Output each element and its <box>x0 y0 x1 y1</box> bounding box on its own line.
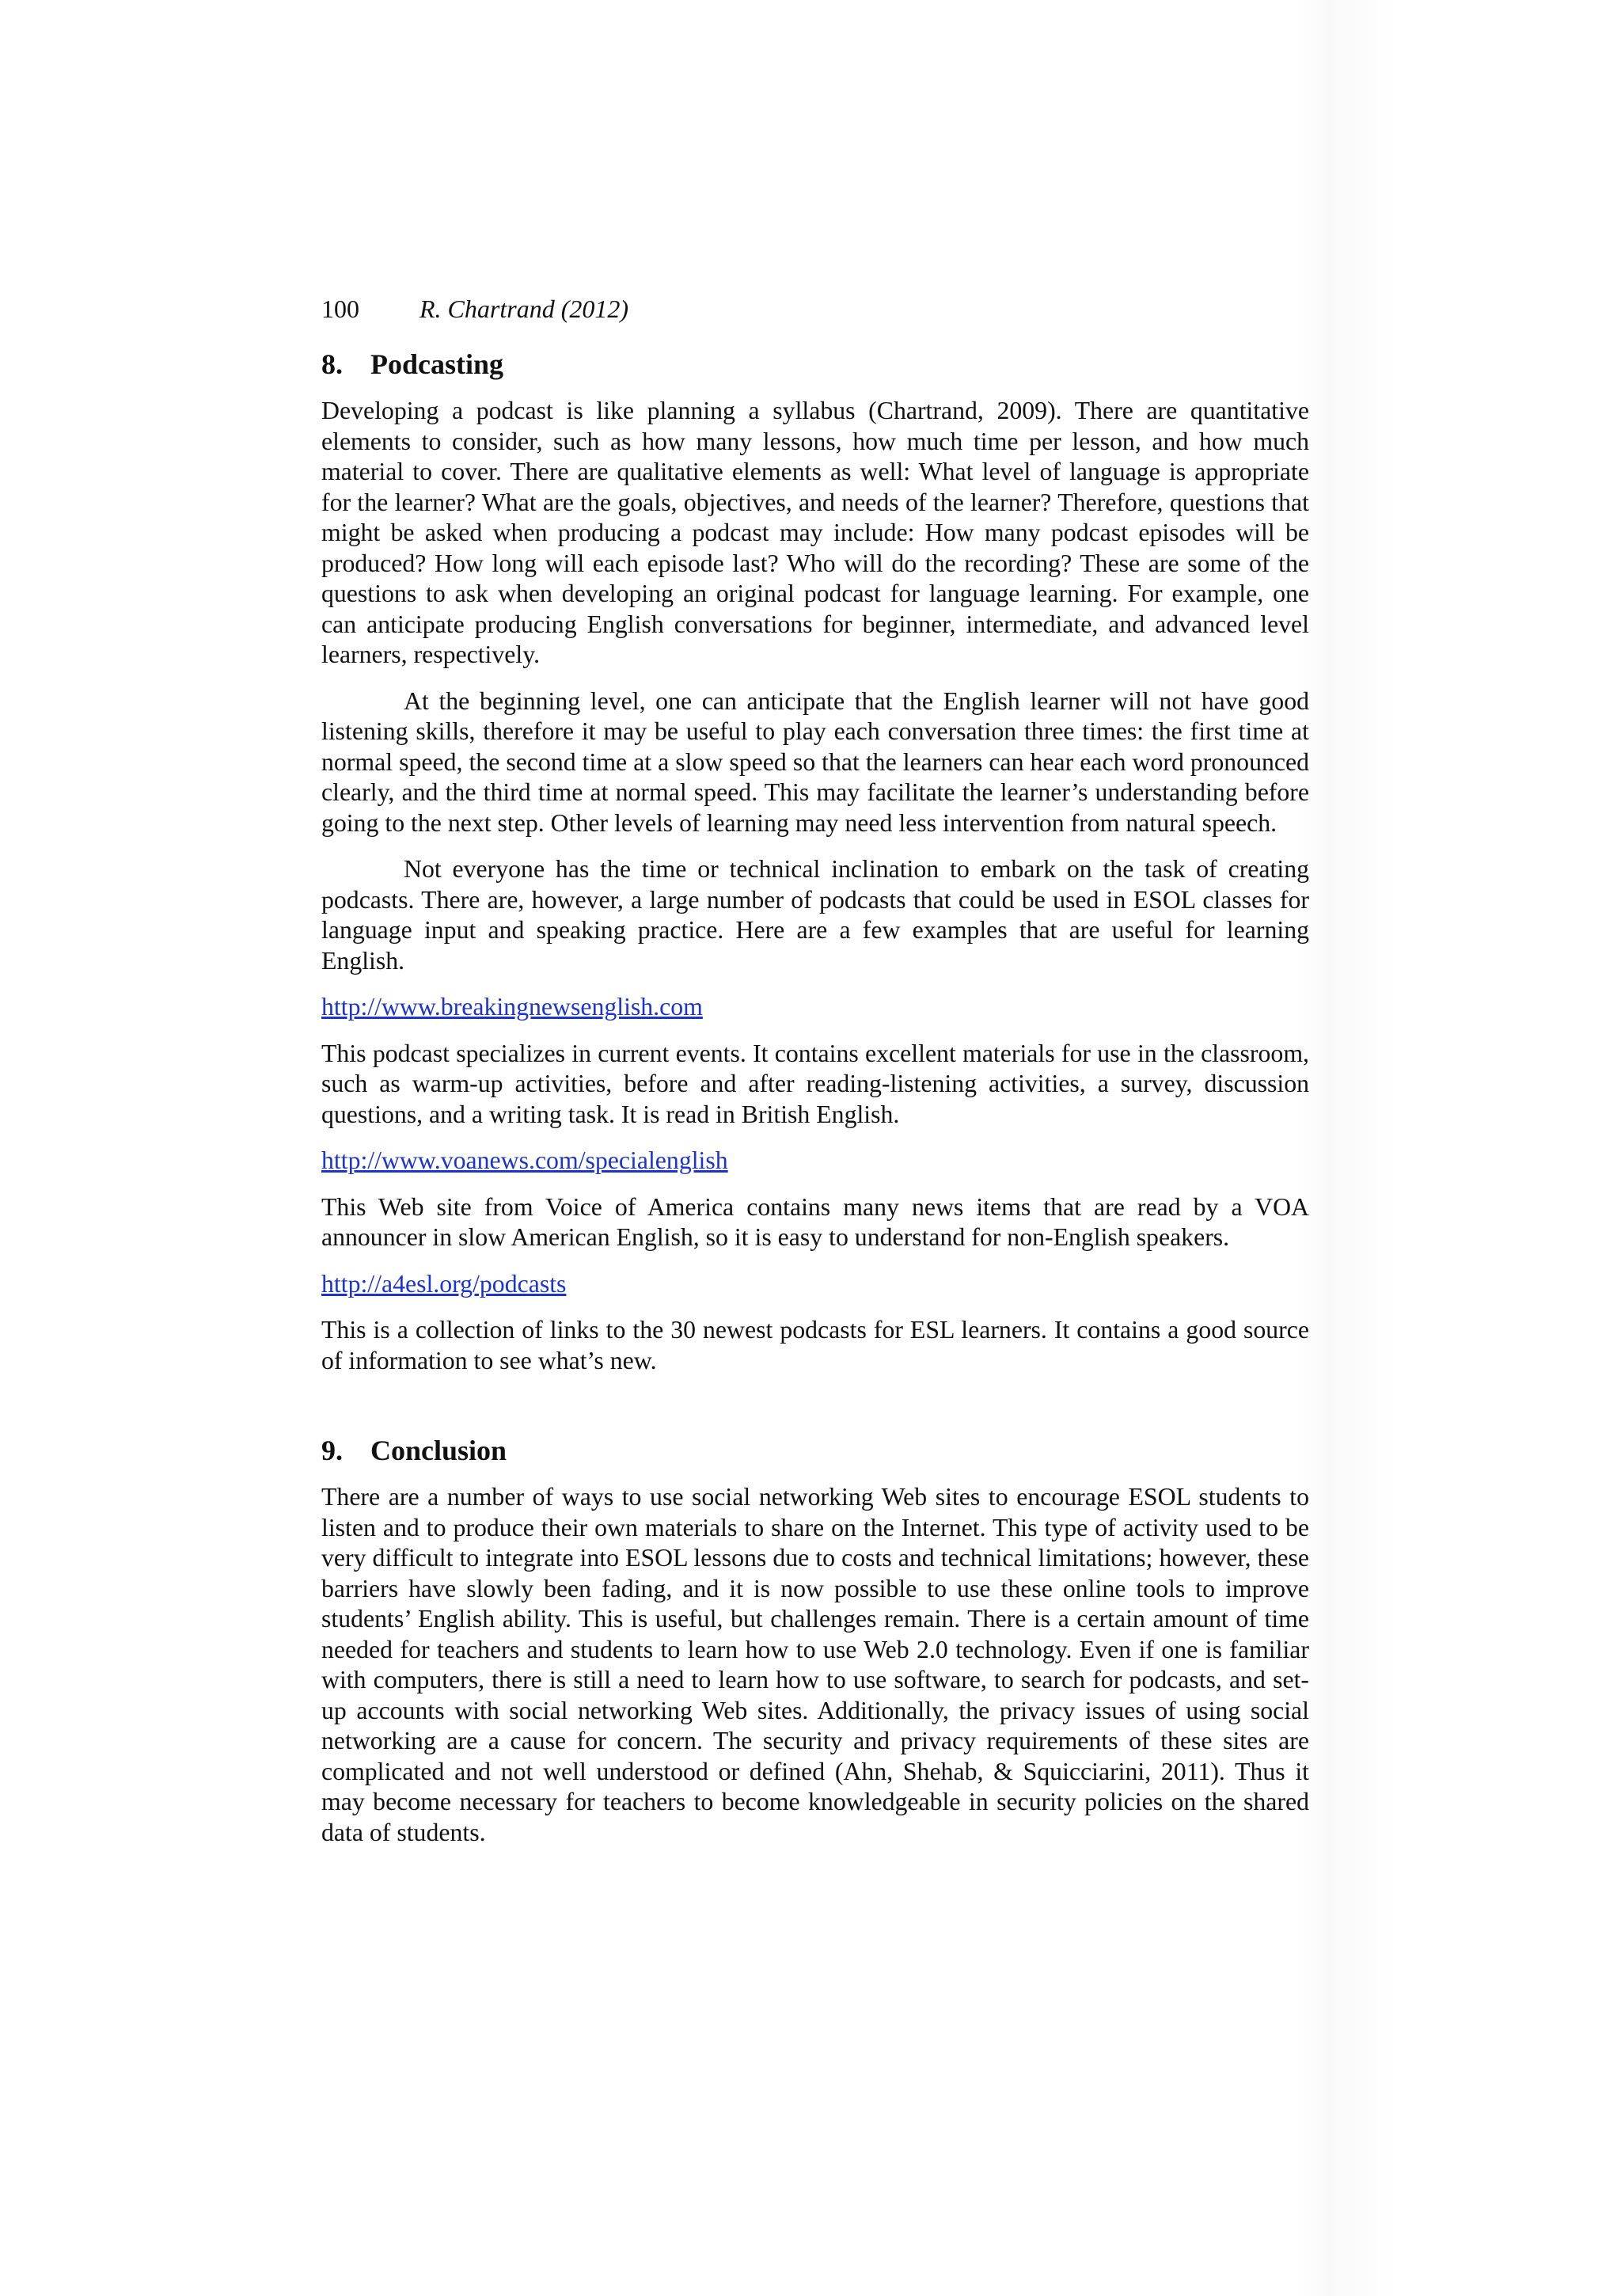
paragraph: There are a number of ways to use social networking Web sites to encourage ESOL students to listen and to produce their own materials to share on the Internet. This type of activity used to be very difficult to integrate into ESOL lessons due to costs and technical limitations; however, these barriers have slowly been fading, and it is now possible to use these online tools to improve students’ English ability. This is useful, but challenges remain. There is a certain amount of time needed for teachers and students to learn how to use Web 2.0 technology. Even if one is familiar with computers, there is still a need to learn how to use software, to search for podcasts, and set-up accounts with social networking Web sites. Additionally, the privacy issues of using social networking are a cause for concern. The security and privacy requirements of these sites are complicated and not well understood or defined (Ahn, Shehab, & Squicciarini, 2011). Thus it may become necessary for teachers to become knowledgeable in security policies on the shared data of students. <box>321 1483 1309 1846</box>
paragraph: At the beginning level, one can anticipate that the English learner will not have good listening skills, therefore it may be useful to play each conversation three times: the first time at normal speed, the second time at a slow speed so that the learners can hear each word pronounced clearly, and the third time at normal speed. This may facilitate the learner’s understanding before going to the next step. Other levels of learning may need less intervention from natural speech. <box>321 686 1309 837</box>
page-number: 100 <box>321 295 359 323</box>
paragraph: Developing a podcast is like planning a syllabus (Chartrand, 2009). There are quantitative elements to consider, such as how many lessons, how much time per lesson, and how much material to cover. There are qualitative elements as well: What level of language is appropriate for the learner? What are the goals, objectives, and needs of the learner? Therefore, questions that might be asked when producing a podcast may include: How many podcast episodes will be produced? How long will each episode last? Who will do the recording? These are some of the questions to ask when developing an original podcast for language learning. For example, one can anticipate producing English conversations for beginner, intermediate, and advanced level learners, respectively. <box>321 397 1309 668</box>
section-heading-podcasting <box>321 347 1309 382</box>
section-number: 8. <box>321 348 343 380</box>
page-content <box>321 293 1309 1864</box>
section-title: Podcasting <box>370 348 504 380</box>
resource-link[interactable]: http://www.voanews.com/specialenglish <box>321 1146 728 1174</box>
section-number: 9. <box>321 1435 343 1466</box>
resource-link[interactable]: http://a4esl.org/podcasts <box>321 1269 567 1298</box>
section-title: Conclusion <box>370 1435 507 1466</box>
running-header-source: R. Chartrand (2012) <box>419 295 628 323</box>
resource-description: This podcast specializes in current events. It contains excellent materials for use in the classroom, such as warm-up activities, before and after reading-listening activities, a survey, discussion questions, and a writing task. It is read in British English. <box>321 1039 1309 1128</box>
resource-description: This is a collection of links to the 30 newest podcasts for ESL learners. It contains a good source of information to see what’s new. <box>321 1316 1309 1374</box>
paragraph: Not everyone has the time or technical inclination to embark on the task of creating podcasts. There are, however, a large number of podcasts that could be used in ESOL classes for language input and speaking practice. Here are a few examples that are useful for learning English. <box>321 855 1309 975</box>
resource-description: This Web site from Voice of America contains many news items that are read by a VOA announcer in slow American English, so it is easy to understand for non-English speakers. <box>321 1192 1309 1251</box>
running-header <box>321 293 1309 325</box>
resource-link[interactable]: http://www.breakingnewsenglish.com <box>321 993 703 1021</box>
section-heading-conclusion <box>321 1433 1309 1468</box>
